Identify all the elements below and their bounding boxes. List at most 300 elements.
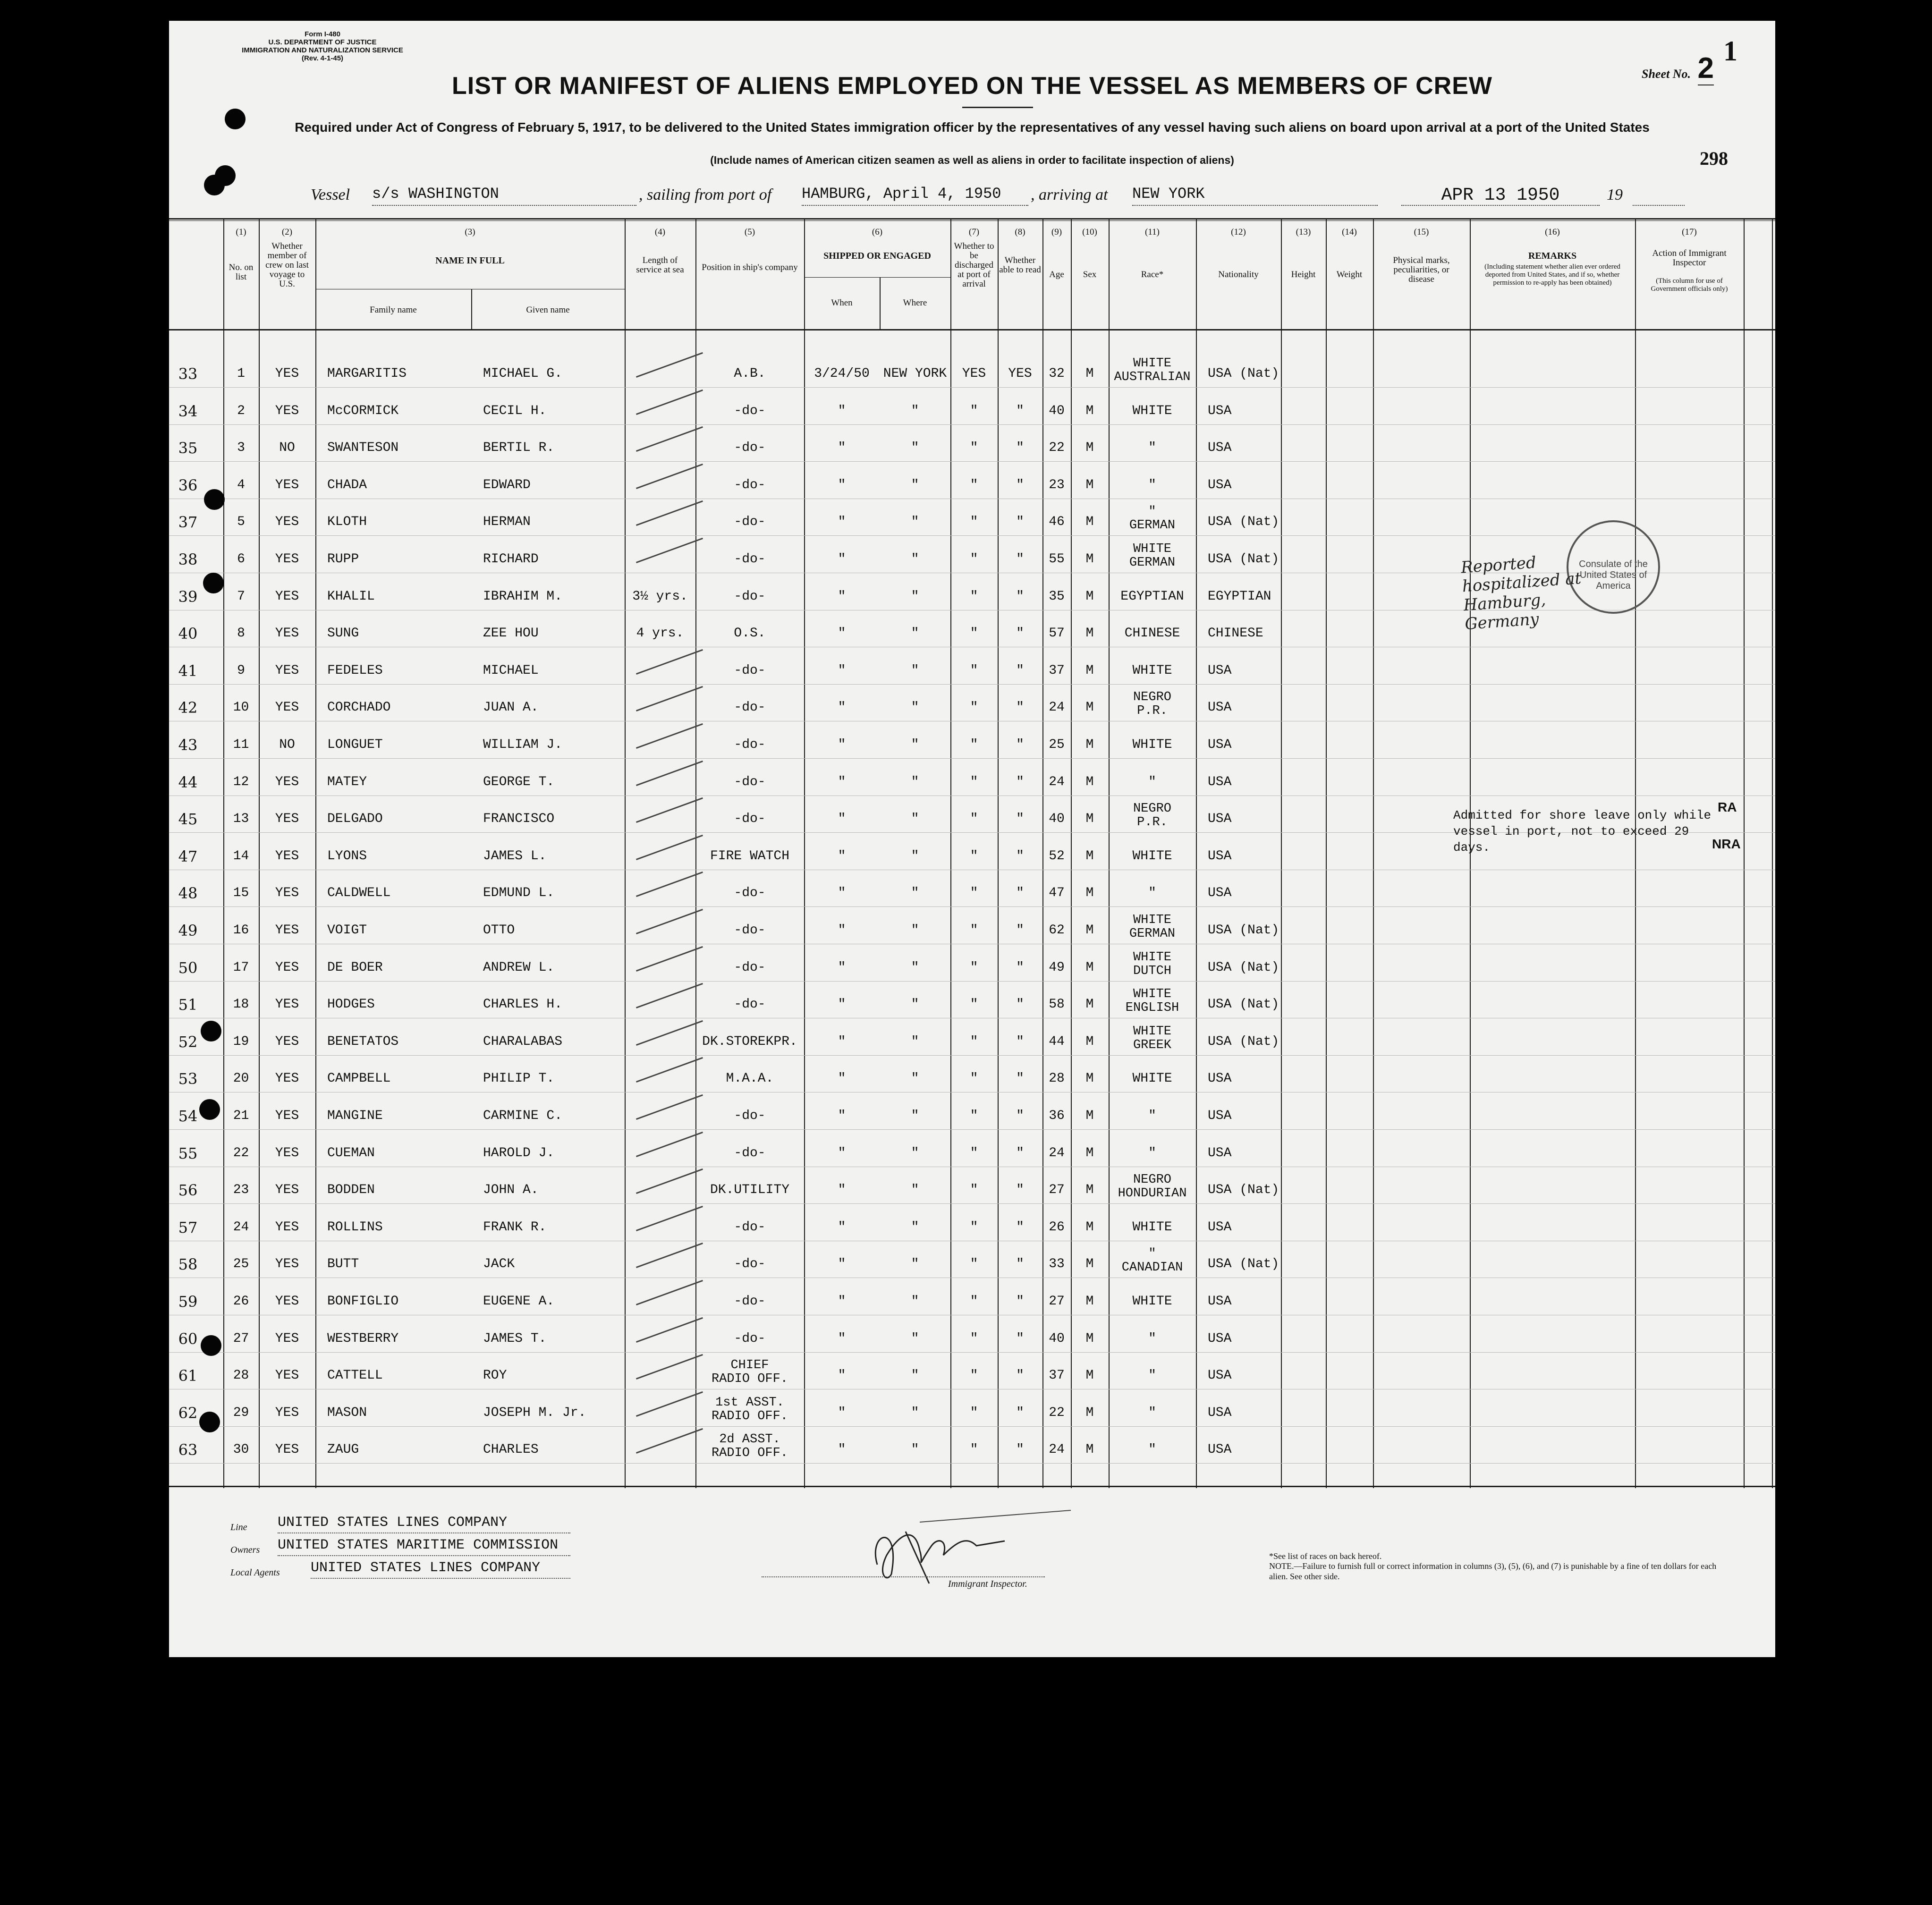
header-bottom-rule [169, 329, 1775, 330]
nationality-cell: USA [1208, 775, 1232, 789]
last-voyage-cell: YES [275, 663, 299, 678]
sex-cell: M [1085, 1071, 1094, 1086]
row-number: 4 [237, 478, 245, 492]
nationality-cell: USA (Nat) [1208, 960, 1280, 975]
read-cell: " [1016, 478, 1024, 492]
when-cell: " [838, 1034, 846, 1049]
row-number: 19 [233, 1034, 249, 1049]
col-number: (9) [1051, 227, 1062, 237]
position-cell: -do- [734, 478, 766, 492]
margin-line-number: 37 [178, 513, 198, 531]
given-name-cell: GEORGE T. [483, 775, 555, 789]
where-cell: " [911, 1294, 919, 1309]
when-cell: " [838, 700, 846, 715]
nationality-cell: USA (Nat) [1208, 552, 1280, 567]
margin-line-number: 49 [178, 922, 198, 940]
age-cell: 37 [1049, 1368, 1065, 1383]
family-name-cell: FEDELES [327, 663, 383, 678]
when-cell: " [838, 812, 846, 826]
col-header-inspector-note: (This column for use of Government officials only) [1651, 277, 1728, 293]
when-cell: " [838, 1294, 846, 1309]
given-name-cell: OTTO [483, 923, 515, 938]
row-number: 10 [233, 700, 249, 715]
given-name-cell: CARMINE C. [483, 1109, 563, 1123]
form-id-line: Form I-480 [305, 30, 340, 38]
row-number: 5 [237, 515, 245, 529]
read-cell: " [1016, 515, 1024, 529]
nationality-cell: USA [1208, 886, 1232, 900]
age-cell: 26 [1049, 1220, 1065, 1235]
nationality-cell: USA [1208, 1220, 1232, 1235]
nationality-cell: USA (Nat) [1208, 1257, 1280, 1271]
family-name-cell: McCORMICK [327, 404, 399, 418]
nationality-cell: EGYPTIAN [1208, 589, 1271, 604]
race-cell: NEGRO HONDURIAN [1118, 1173, 1187, 1201]
race-cell: WHITE GREEK [1133, 1024, 1171, 1052]
given-name-cell: EDMUND L. [483, 886, 555, 900]
row-number: 1 [237, 366, 245, 381]
sheet-number: 2 [1697, 52, 1714, 85]
race-cell: " [1148, 1368, 1156, 1383]
column-rule [315, 218, 316, 1488]
nationality-cell: USA [1208, 1071, 1232, 1086]
position-cell: -do- [734, 1331, 766, 1346]
family-name-cell: CATTELL [327, 1368, 383, 1383]
nationality-cell: USA (Nat) [1208, 997, 1280, 1012]
family-name-cell: KLOTH [327, 515, 367, 529]
row-number: 12 [233, 775, 249, 789]
row-number: 16 [233, 923, 249, 938]
family-name-cell: RUPP [327, 552, 359, 567]
read-cell: " [1016, 404, 1024, 418]
last-voyage-cell: YES [275, 1257, 299, 1271]
position-cell: -do- [734, 1294, 766, 1309]
col-header-name: NAME IN FULL [435, 255, 505, 266]
owners-value: UNITED STATES MARITIME COMMISSION [278, 1537, 570, 1556]
row-number: 18 [233, 997, 249, 1012]
given-name-cell: CHARALABAS [483, 1034, 563, 1049]
nationality-cell: USA [1208, 404, 1232, 418]
manifest-sheet [169, 21, 1775, 1657]
form-identifier [228, 30, 417, 62]
position-cell: -do- [734, 700, 766, 715]
page-subtitle: Required under Act of Congress of February 5, 1917, to be delivered to the United States immigration officer by the representatives of any vessel having such aliens on board upon arrival at a port of the United States [295, 120, 1650, 135]
discharged-cell: " [970, 700, 978, 715]
race-cell: WHITE AUSTRALIAN [1114, 356, 1191, 384]
discharged-cell: " [970, 1294, 978, 1309]
punch-hole [201, 1335, 221, 1356]
row-rule [169, 461, 1775, 462]
crew-table [169, 218, 1775, 1488]
discharged-cell: " [970, 923, 978, 938]
row-rule [169, 758, 1775, 759]
read-cell: " [1016, 1146, 1024, 1160]
last-voyage-cell: YES [275, 552, 299, 567]
when-cell: " [838, 663, 846, 678]
read-cell: " [1016, 552, 1024, 567]
when-cell: " [838, 775, 846, 789]
sex-cell: M [1085, 849, 1094, 864]
family-name-cell: BENETATOS [327, 1034, 399, 1049]
where-cell: " [911, 1146, 919, 1160]
when-cell: " [838, 1368, 846, 1383]
where-cell: " [911, 1034, 919, 1049]
sex-cell: M [1085, 1146, 1094, 1160]
race-cell: EGYPTIAN [1120, 589, 1184, 604]
when-cell: " [838, 626, 846, 641]
position-cell: -do- [734, 1109, 766, 1123]
row-number: 28 [233, 1368, 249, 1383]
given-name-cell: FRANCISCO [483, 812, 555, 826]
position-cell: 2d ASST. RADIO OFF. [711, 1432, 788, 1460]
sex-cell: M [1085, 663, 1094, 678]
col-header-sex: Sex [1083, 270, 1097, 279]
inspector-label: Immigrant Inspector. [948, 1579, 1027, 1589]
margin-line-number: 41 [178, 662, 198, 680]
race-cell: NEGRO P.R. [1133, 690, 1171, 718]
col-header-race: Race* [1141, 270, 1164, 279]
race-cell: WHITE [1132, 737, 1172, 752]
nationality-cell: USA [1208, 812, 1232, 826]
sex-cell: M [1085, 1034, 1094, 1049]
punch-hole [204, 489, 225, 510]
margin-line-number: 48 [178, 884, 198, 902]
where-cell: " [911, 923, 919, 938]
position-cell: -do- [734, 663, 766, 678]
nationality-cell: USA [1208, 1294, 1232, 1309]
last-voyage-cell: YES [275, 1405, 299, 1420]
margin-line-number: 50 [178, 959, 198, 977]
last-voyage-cell: YES [275, 1294, 299, 1309]
table-top-rule [169, 220, 1775, 221]
given-name-cell: MICHAEL G. [483, 366, 563, 381]
punch-hole [201, 1021, 221, 1041]
when-cell: " [838, 515, 846, 529]
where-cell: " [911, 849, 919, 864]
col-header-no-on-list: No. on list [229, 262, 254, 282]
discharged-cell: " [970, 515, 978, 529]
row-rule [169, 684, 1775, 685]
form-id-line: (Rev. 4-1-45) [301, 54, 344, 62]
col-number: (1) [236, 227, 246, 237]
race-cell: " [1148, 478, 1156, 492]
race-cell: " [1148, 1109, 1156, 1123]
race-cell: " [1148, 1146, 1156, 1160]
read-cell: " [1016, 440, 1024, 455]
nationality-cell: USA (Nat) [1208, 923, 1280, 938]
when-cell: " [838, 1257, 846, 1271]
age-cell: 28 [1049, 1071, 1065, 1086]
read-cell: " [1016, 589, 1024, 604]
margin-line-number: 45 [178, 810, 198, 828]
age-cell: 23 [1049, 478, 1065, 492]
row-number: 17 [233, 960, 249, 975]
age-cell: 52 [1049, 849, 1065, 864]
read-cell: " [1016, 1034, 1024, 1049]
arriving-label: , arriving at [1031, 186, 1108, 203]
position-cell: DK.UTILITY [710, 1183, 790, 1197]
given-name-cell: EUGENE A. [483, 1294, 555, 1309]
where-cell: NEW YORK [883, 366, 947, 381]
given-name-cell: CHARLES [483, 1442, 539, 1457]
family-name-cell: KHALIL [327, 589, 375, 604]
given-name-cell: PHILIP T. [483, 1071, 555, 1086]
row-rule [169, 981, 1775, 982]
family-name-cell: MATEY [327, 775, 367, 789]
read-cell: " [1016, 886, 1024, 900]
page-subnote: (Include names of American citizen seamen as well as aliens in order to facilitate inspection of aliens) [710, 154, 1234, 166]
race-cell: WHITE [1132, 1220, 1172, 1235]
age-cell: 46 [1049, 515, 1065, 529]
read-cell: " [1016, 1405, 1024, 1420]
position-cell: -do- [734, 440, 766, 455]
punch-hole [215, 165, 236, 186]
when-cell: " [838, 404, 846, 418]
nationality-cell: USA (Nat) [1208, 1183, 1280, 1197]
family-name-cell: CHADA [327, 478, 367, 492]
punch-hole [199, 1099, 220, 1120]
sex-cell: M [1085, 1368, 1094, 1383]
when-cell: " [838, 1146, 846, 1160]
given-name-cell: IBRAHIM M. [483, 589, 563, 604]
col-number: (2) [281, 227, 293, 237]
sex-cell: M [1085, 626, 1094, 641]
column-rule [1772, 218, 1773, 1488]
year-field [1633, 185, 1685, 206]
col-header-nationality: Nationality [1218, 270, 1259, 279]
race-cell: WHITE [1132, 1294, 1172, 1309]
margin-line-number: 44 [178, 773, 198, 791]
sex-cell: M [1085, 404, 1094, 418]
row-number: 29 [233, 1405, 249, 1420]
last-voyage-cell: YES [275, 626, 299, 641]
read-cell: " [1016, 1257, 1024, 1271]
nationality-cell: USA [1208, 1405, 1232, 1420]
where-cell: " [911, 440, 919, 455]
when-cell: " [838, 440, 846, 455]
last-voyage-cell: YES [275, 1034, 299, 1049]
col-header-when: When [831, 298, 853, 308]
position-cell: O.S. [734, 626, 766, 641]
when-cell: 3/24/50 [814, 366, 870, 381]
age-cell: 58 [1049, 997, 1065, 1012]
read-cell: " [1016, 626, 1024, 641]
margin-line-number: 43 [178, 736, 198, 754]
family-name-cell: LYONS [327, 849, 367, 864]
family-name-cell: CORCHADO [327, 700, 391, 715]
discharged-cell: " [970, 775, 978, 789]
family-name-cell: ROLLINS [327, 1220, 383, 1235]
race-cell: " [1148, 1331, 1156, 1346]
discharged-cell: " [970, 1257, 978, 1271]
race-cell: WHITE [1132, 849, 1172, 864]
column-rule [1326, 218, 1327, 1488]
col-number: (13) [1296, 227, 1311, 237]
discharged-cell: " [970, 1442, 978, 1457]
service-cell: 3½ yrs. [632, 589, 688, 604]
sheet-label: Sheet No. [1642, 67, 1691, 81]
given-name-cell: CHARLES H. [483, 997, 563, 1012]
col-number: (7) [968, 227, 980, 237]
table-top-rule [169, 218, 1775, 220]
age-cell: 47 [1049, 886, 1065, 900]
position-cell: -do- [734, 737, 766, 752]
last-voyage-cell: YES [275, 1220, 299, 1235]
read-cell: " [1016, 997, 1024, 1012]
read-cell: " [1016, 775, 1024, 789]
when-cell: " [838, 1109, 846, 1123]
row-number: 11 [233, 737, 249, 752]
sex-cell: M [1085, 366, 1094, 381]
col-number: (12) [1231, 227, 1246, 237]
row-number: 21 [233, 1109, 249, 1123]
age-cell: 27 [1049, 1183, 1065, 1197]
read-cell: " [1016, 737, 1024, 752]
sex-cell: M [1085, 886, 1094, 900]
margin-line-number: 42 [178, 699, 198, 717]
family-name-cell: BODDEN [327, 1183, 375, 1197]
position-cell: -do- [734, 1146, 766, 1160]
col-header-discharged: Whether to be discharged at port of arrival [954, 241, 994, 289]
row-number: 9 [237, 663, 245, 678]
sex-cell: M [1085, 1183, 1094, 1197]
when-cell: " [838, 849, 846, 864]
margin-line-number: 34 [178, 402, 198, 420]
row-rule [169, 1352, 1775, 1353]
when-cell: " [838, 478, 846, 492]
sex-cell: M [1085, 775, 1094, 789]
family-name-cell: MARGARITIS [327, 366, 407, 381]
when-cell: " [838, 737, 846, 752]
race-cell: WHITE GERMAN [1129, 913, 1176, 941]
age-cell: 32 [1049, 366, 1065, 381]
last-voyage-cell: NO [279, 737, 295, 752]
vessel-name: s/s WASHINGTON [372, 185, 636, 206]
nationality-cell: USA [1208, 700, 1232, 715]
service-cell: 4 yrs. [636, 626, 684, 641]
shipped-subheader-rule [804, 277, 950, 278]
margin-line-number: 62 [178, 1404, 198, 1422]
where-cell: " [911, 1183, 919, 1197]
read-cell: YES [1008, 366, 1032, 381]
row-rule [169, 424, 1775, 425]
last-voyage-cell: YES [275, 700, 299, 715]
where-cell: " [911, 589, 919, 604]
discharged-cell: " [970, 1220, 978, 1235]
nationality-cell: USA (Nat) [1208, 515, 1280, 529]
row-number: 8 [237, 626, 245, 641]
age-cell: 62 [1049, 923, 1065, 938]
race-cell: " [1148, 1442, 1156, 1457]
when-cell: " [838, 1071, 846, 1086]
given-name-cell: EDWARD [483, 478, 531, 492]
family-name-cell: SUNG [327, 626, 359, 641]
row-number: 2 [237, 404, 245, 418]
nationality-cell: USA [1208, 737, 1232, 752]
margin-line-number: 35 [178, 439, 198, 457]
col-number: (8) [1015, 227, 1025, 237]
row-rule [169, 1203, 1775, 1204]
given-name-cell: JAMES L. [483, 849, 547, 864]
read-cell: " [1016, 1331, 1024, 1346]
discharged-cell: " [970, 997, 978, 1012]
punch-hole [199, 1412, 220, 1432]
discharged-cell: " [970, 626, 978, 641]
family-name-cell: LONGUET [327, 737, 383, 752]
last-voyage-cell: YES [275, 366, 299, 381]
race-cell: WHITE [1132, 1071, 1172, 1086]
row-number: 30 [233, 1442, 249, 1457]
discharged-cell: " [970, 1183, 978, 1197]
age-cell: 24 [1049, 1442, 1065, 1457]
row-number: 26 [233, 1294, 249, 1309]
race-cell: NEGRO P.R. [1133, 802, 1171, 830]
given-name-cell: JACK [483, 1257, 515, 1271]
race-cell: CHINESE [1124, 626, 1180, 641]
race-cell: WHITE DUTCH [1133, 950, 1171, 978]
sex-cell: M [1085, 440, 1094, 455]
margin-line-number: 53 [178, 1070, 198, 1088]
row-number: 7 [237, 589, 245, 604]
age-cell: 37 [1049, 663, 1065, 678]
last-voyage-cell: YES [275, 849, 299, 864]
margin-line-number: 57 [178, 1219, 198, 1236]
margin-line-number: 52 [178, 1033, 198, 1051]
col-number: (14) [1342, 227, 1357, 237]
family-name-cell: CUEMAN [327, 1146, 375, 1160]
when-cell: " [838, 1331, 846, 1346]
margin-line-number: 47 [178, 847, 198, 865]
last-voyage-cell: YES [275, 1331, 299, 1346]
nationality-cell: USA (Nat) [1208, 1034, 1280, 1049]
discharged-cell: " [970, 440, 978, 455]
age-cell: 57 [1049, 626, 1065, 641]
where-cell: " [911, 812, 919, 826]
where-cell: " [911, 1368, 919, 1383]
margin-line-number: 63 [178, 1441, 198, 1459]
sheet-mark: 1 [1723, 35, 1737, 67]
where-cell: " [911, 775, 919, 789]
row-number: 15 [233, 886, 249, 900]
position-cell: CHIEF RADIO OFF. [711, 1358, 788, 1386]
row-number: 23 [233, 1183, 249, 1197]
last-voyage-cell: YES [275, 404, 299, 418]
discharged-cell: " [970, 849, 978, 864]
race-cell: " [1148, 1405, 1156, 1420]
margin-line-number: 33 [178, 365, 198, 383]
position-cell: -do- [734, 886, 766, 900]
given-name-cell: MICHAEL [483, 663, 539, 678]
sex-cell: M [1085, 1109, 1094, 1123]
position-cell: DK.STOREKPR. [702, 1034, 797, 1049]
row-number: 20 [233, 1071, 249, 1086]
row-rule [169, 1463, 1775, 1464]
sex-cell: M [1085, 1257, 1094, 1271]
col-header-family-name: Family name [370, 305, 417, 315]
when-cell: " [838, 589, 846, 604]
when-cell: " [838, 1183, 846, 1197]
age-cell: 25 [1049, 737, 1065, 752]
where-cell: " [911, 404, 919, 418]
margin-line-number: 36 [178, 476, 198, 494]
family-name-cell: CAMPBELL [327, 1071, 391, 1086]
discharged-cell: " [970, 404, 978, 418]
col-header-remarks: REMARKS [1528, 251, 1577, 261]
row-number: 22 [233, 1146, 249, 1160]
given-name-cell: ZEE HOU [483, 626, 539, 641]
family-name-cell: DE BOER [327, 960, 383, 975]
margin-line-number: 56 [178, 1181, 198, 1199]
